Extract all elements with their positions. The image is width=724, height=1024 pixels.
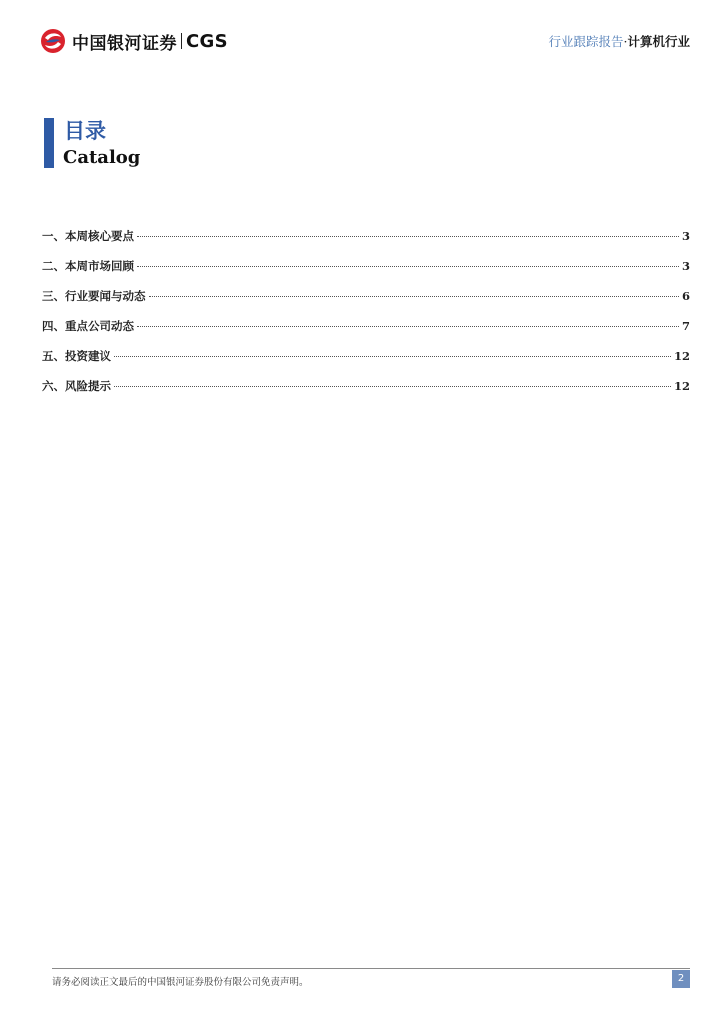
table-of-contents	[42, 228, 690, 408]
page-number-badge: 2	[672, 970, 690, 988]
catalog-title-en: Catalog	[63, 147, 141, 168]
logo-chinese-name: 中国银河证券	[72, 33, 177, 54]
footer-divider	[52, 968, 690, 969]
page-header	[0, 0, 724, 70]
catalog-accent-bar	[44, 118, 54, 168]
toc-entry-label[interactable]: 一、本周核心要点	[42, 229, 134, 243]
toc-entry[interactable]	[42, 318, 690, 348]
toc-entry[interactable]	[42, 288, 690, 318]
logo-separator	[181, 33, 182, 49]
toc-entry[interactable]	[42, 378, 690, 408]
toc-entry[interactable]	[42, 228, 690, 258]
footer-disclaimer: 请务必阅读正文最后的中国银河证券股份有限公司免责声明。	[52, 977, 309, 988]
toc-entry[interactable]	[42, 258, 690, 288]
toc-entry-label[interactable]: 二、本周市场回顾	[42, 259, 134, 273]
toc-leader-dots	[137, 236, 679, 237]
company-logo	[40, 28, 228, 54]
toc-leader-dots	[137, 266, 679, 267]
toc-entry-page[interactable]: 12	[673, 349, 690, 363]
toc-leader-dots	[149, 296, 679, 297]
cgs-logo-icon	[40, 28, 66, 54]
industry-label: 计算机行业	[627, 34, 690, 49]
toc-leader-dots	[114, 386, 671, 387]
toc-entry-page[interactable]: 12	[673, 379, 690, 393]
toc-entry-page[interactable]: 6	[681, 289, 690, 303]
toc-entry-label[interactable]: 三、行业要闻与动态	[42, 289, 146, 303]
logo-english-name: CGS	[186, 30, 228, 52]
report-type-separator: ·	[623, 34, 628, 49]
toc-entry-label[interactable]: 五、投资建议	[42, 349, 111, 363]
report-type	[548, 32, 690, 50]
toc-entry-page[interactable]: 3	[681, 229, 690, 243]
toc-entry-label[interactable]: 六、风险提示	[42, 379, 111, 393]
toc-entry-label[interactable]: 四、重点公司动态	[42, 319, 134, 333]
toc-leader-dots	[137, 326, 679, 327]
toc-entry-page[interactable]: 3	[681, 259, 690, 273]
report-type-label: 行业跟踪报告	[548, 34, 624, 49]
toc-entry-page[interactable]: 7	[681, 319, 690, 333]
toc-entry[interactable]	[42, 348, 690, 378]
toc-leader-dots	[114, 356, 671, 357]
catalog-title-cn: 目录	[64, 119, 106, 143]
